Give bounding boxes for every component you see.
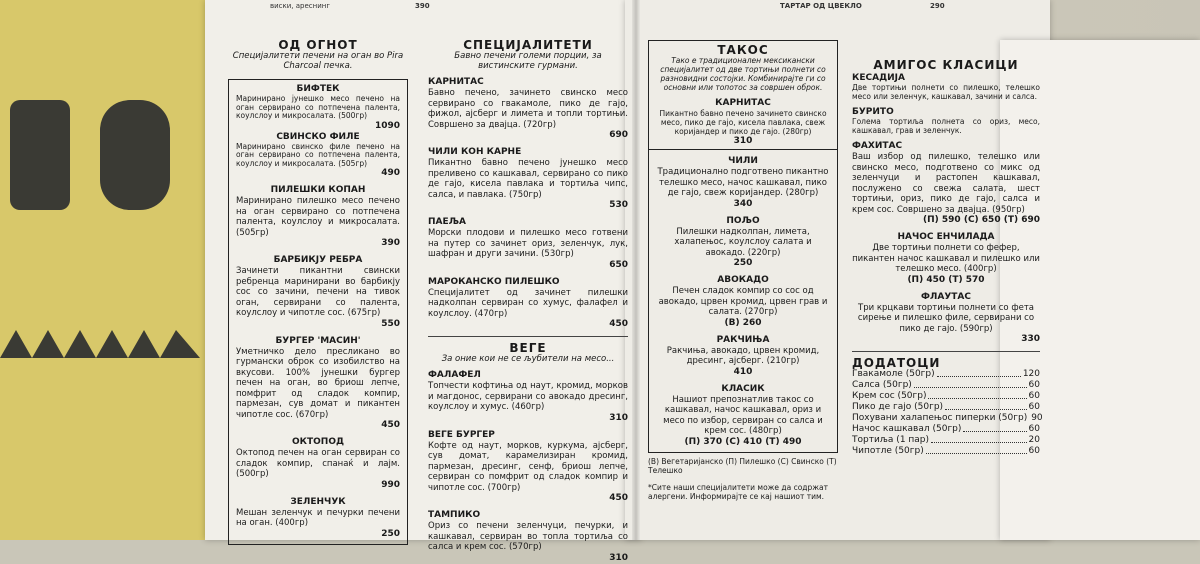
menu-item: АВОКАДО Печен сладок компир со сос од авокадо, црвен кромид, црвен грав и салата. (270гр) (В) 260: [658, 275, 828, 328]
menu-item: ПАЕЉА Морски плодови и пилешко месо готвени на путер со зачинет ориз, зеленчук, лук, шафран и други зачини. (530гр) 650: [428, 217, 628, 270]
addon-row: Чипотле (50гр) 60: [852, 446, 1040, 456]
menu-item: ОКТОПОД Октопод печен на оган сервиран со сладок компир, спанаќ и лајм. (500гр) 990: [236, 437, 400, 490]
menu-item: КАРНИТАС Пикантно бавно печено зачинето свинско месо, пико де гајо, кисела павлака, свеж коријандер и пико де гајо. (280гр) 310: [659, 98, 827, 146]
tacos-items-box: [648, 149, 838, 453]
addons-list: [852, 369, 1043, 457]
menu-item: КАРНИТАС Бавно печено, зачинето свинско месо сервирано со гвакамоле, пико де гајо, фижол, ајсберг и лимета и топли тортињи. Совршено за двајца. (720гр) 690: [428, 77, 628, 140]
menu-item: МАРОКАНСКО ПИЛЕШКО Специјалитет од зачинет пилешки надколпан сервиран со хумус, фалафел и коулслоу. (470гр) 450: [428, 276, 628, 329]
vege-subtitle: За оние кои не се љубители на месо...: [441, 354, 615, 364]
tacos-legend: (В) Вегетаријанско (П) Пилешко (С) Свинско (Т) Телешко: [648, 456, 837, 475]
menu-item: КЕСАДИЈА Две тортињи полнети со пилешко, телешко месо или зеленчук, кашкавал, зачини и салса.: [852, 73, 1040, 101]
addon-row: Похувани халапењос пиперки (50гр) 90: [852, 413, 1043, 423]
tacos-section: [648, 40, 838, 501]
addons-title: ДОДАТОЦИ: [852, 356, 941, 370]
top-strip: виски, ареснинг 390 ТАРТАР ОД ЦВЕКЛО 290: [270, 2, 945, 10]
addon-row: Крем сос (50гр) 60: [852, 391, 1040, 401]
fire-subtitle: Специјалитети печени на оган во Pira Charcoal печка.: [232, 51, 404, 71]
special-subtitle: Бавно печени големи порции, за вистинските гурмани.: [454, 51, 602, 71]
addon-row: Начос кашкавал (50гр) 60: [852, 424, 1040, 434]
fire-title: ОД ОГНОТ: [278, 38, 358, 52]
classics-section: [852, 58, 1043, 457]
menu-item: ТАМПИКО Ориз со печени зеленчуци, печурки, и кашкавал, сервиран во топла тортиља со салса и крем сос. (570гр) 310: [428, 510, 628, 563]
divider: [428, 336, 628, 337]
menu-item: ФАХИТАС Ваш избор од пилешко, телешко или свинско месо, подготвено со микс од зеленчуци и растопен кашкавал, послужено со свежа салата, шест тортињи, ориз, пико де гајо, салса и крем сос. Совршено за двајца. (950гр) (П) 590 (С) 650 (Т) 690: [852, 141, 1040, 225]
menu-item: ЧИЛИ Традиционално подготвено пикантно телешко месо, начос кашкавал, пико де гајо, свеж коријандер. (280гр) 340: [657, 156, 829, 209]
divider: [852, 351, 1040, 352]
menu-item: НАЧОС ЕНЧИЛАДА Две тортињи полнети со фефер, пикантен начос кашкавал и пилешко или телешко месо. (400гр) (П) 450 (Т) 570: [852, 232, 1040, 285]
addon-row: Тортиља (1 пар) 20: [852, 435, 1040, 445]
menu-item: РАКЧИЊА Ракчиња, авокадо, црвен кромид, дресинг, ајсберг. (210гр) 410: [666, 334, 820, 377]
addon-row: Гвакамоле (50гр) 120: [852, 369, 1040, 379]
menu-item: КЛАСИК Нашиот препознатлив такос со кашкавал, начос кашкавал, ориз и месо по избор, сервиран со салса и крем сос. (480гр) (П) 370 (С) 410 (Т) 490: [663, 383, 823, 447]
classics-title: АМИГОС КЛАСИЦИ: [873, 58, 1019, 72]
special-section: [428, 40, 628, 564]
menu-item: ЗЕЛЕНЧУК Мешан зеленчук и печурки печени на оган. (400гр) 250: [236, 496, 400, 539]
menu-item: ПИЛЕШКИ КОПАН Маринирано пилешко месо печено на оган сервирано со потпечена палента, коулслоу и микросалата. (505гр) 390: [236, 185, 400, 248]
vege-title: ВЕГЕ: [509, 341, 547, 355]
fire-items-box: [228, 79, 408, 545]
allergen-note: *Сите наши специјалитети може да содржат алергени. Информирајте се кај нашиот тим.: [648, 482, 828, 501]
menu-item: БАРБИКЈУ РЕБРА Зачинети пикантни свински ребренца маринирани во барбикју сос со зачини, печени на тивок оган, сервирани со палента, коулслоу и чипотле сос. (675гр) 550: [236, 255, 400, 329]
tacos-subtitle: Тако е традиционален мексикански специјалитет од две тортињи полнети со разновидни состојки. Комбинирајте ги со основни или топотос за совршен оброк.: [660, 56, 826, 92]
placemat-left: [0, 0, 240, 540]
menu-item: БУРГЕР 'МАСИН' Уметничко дело пресликано во гурмански оброк со изобилство на вкусови. 100% јунешки бургер печен на оган, во бриош лепче, помфрит од сладок компир, пармезан, сув домат и пикантен чипотле сос. (670гр) 450: [236, 335, 400, 430]
menu-item: ЧИЛИ КОН КАРНЕ Пикантно бавно печено јунешко месо преливено со кашкавал, сервирано со пико де гајо, кисела павлака и тортиља чипс, салса, и павлака. (750гр) 530: [428, 147, 628, 210]
menu-item: БИФТЕК Маринирано јунешко месо печено на оган сервирано со потпечена палента, коулслоу и микросалата. (500гр) 1090 СВИНСКО ФИЛЕ Маринирано свинско филе печено на оган сервирано со потпечена палента, коулслоу и микросалата. (505гр) 490: [236, 84, 400, 178]
tacos-title: ТАКОС: [717, 43, 769, 57]
menu-item: ФЛАУТАС Три крцкави тортињи полнети со фета сирење и пилешко филе, сервирани со пико де гајо. (590гр) 330: [857, 291, 1040, 344]
addon-row: Салса (50гр) 60: [852, 380, 1040, 390]
menu-item: ПОЉО Пилешки надколпан, лимета, халапењос, коулслоу салата и авокадо. (220гр) 250: [674, 215, 812, 268]
fire-section: [228, 40, 408, 545]
tacos-header-box: [648, 40, 838, 149]
menu-item: ФАЛАФЕЛ Топчести кофтиња од наут, кромид, морков и магдонос, сервирани со авокадо дресинг, коулслоу и хумус. (460гр) 310: [428, 370, 628, 423]
addon-row: Пико де гајо (50гр) 60: [852, 402, 1040, 412]
menu-item: ВЕГЕ БУРГЕР Кофте од наут, морков, куркума, ајсберг, сув домат, карамелизиран кромид, пармезан, дресинг, сенф, бриош лепче, сервиран со помфрит од сладок компир и чипотле сос. (700гр) 450: [428, 429, 628, 503]
menu-item: БУРИТО Голема тортиља полнета со ориз, месо, кашкавал, грав и зеленчук.: [852, 107, 1040, 135]
special-title: СПЕЦИЈАЛИТЕТИ: [463, 38, 593, 52]
page-fold: [632, 0, 640, 540]
